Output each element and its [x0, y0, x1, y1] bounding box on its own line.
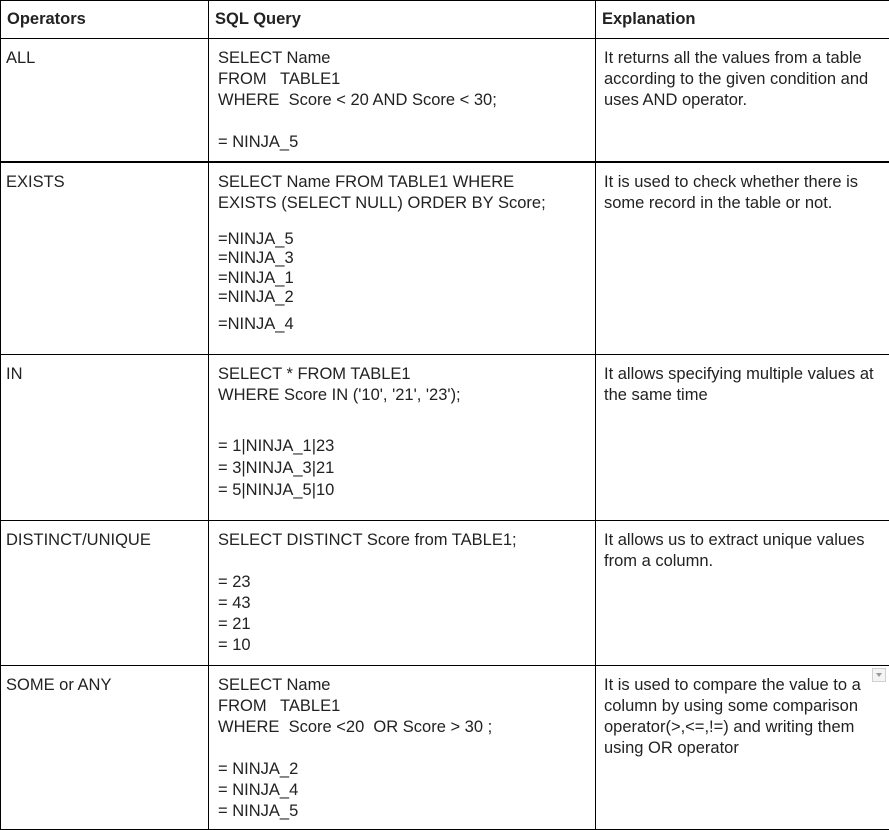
- table-row: [1, 521, 889, 666]
- query-line: FROM TABLE1: [218, 696, 589, 717]
- header-row: [1, 1, 889, 39]
- result-line: =NINJA_4: [218, 315, 589, 335]
- operator-cell: [1, 355, 209, 521]
- explanation-cell: [596, 39, 889, 162]
- operator-cell: [1, 666, 209, 830]
- query-cell: [209, 162, 596, 355]
- explanation-text: It is used to check whether there is some record in the table or not.: [604, 172, 883, 214]
- result-line: =NINJA_2: [218, 288, 589, 308]
- operator-name: EXISTS: [6, 173, 65, 191]
- header-operators: Operators: [1, 1, 209, 39]
- operator-name: ALL: [6, 49, 35, 67]
- query-cell: [209, 521, 596, 666]
- operator-cell: [1, 39, 209, 162]
- table-row: [1, 355, 889, 521]
- query-line: SELECT Name: [218, 48, 589, 69]
- operator-cell: [1, 162, 209, 355]
- header-sql-query: SQL Query: [209, 1, 596, 39]
- explanation-text: It is used to compare the value to a column by using some comparison operator(>,<=,!=) and writing them using OR operator: [604, 675, 883, 759]
- explanation-cell: [596, 162, 889, 355]
- operator-name: SOME or ANY: [6, 676, 111, 694]
- query-line: SELECT Name FROM TABLE1 WHERE: [218, 172, 589, 193]
- query-line: WHERE Score IN ('10', '21', '23');: [218, 385, 589, 406]
- query-line: SELECT DISTINCT Score from TABLE1;: [218, 530, 589, 551]
- result-line: = NINJA_4: [218, 780, 589, 801]
- explanation-text: It allows specifying multiple values at the same time: [604, 364, 883, 406]
- query-line: FROM TABLE1: [218, 69, 589, 90]
- result-line: =NINJA_3: [218, 249, 589, 269]
- result-line: = NINJA_5: [218, 801, 589, 822]
- dropdown-arrow-icon[interactable]: [872, 668, 886, 682]
- result-line: = 10: [218, 635, 589, 656]
- table-row: [1, 39, 889, 162]
- header-explanation: Explanation: [596, 1, 889, 39]
- explanation-text: It allows us to extract unique values from a column.: [604, 530, 883, 572]
- query-line: EXISTS (SELECT NULL) ORDER BY Score;: [218, 193, 589, 214]
- result-line: = NINJA_5: [218, 132, 589, 153]
- explanation-cell: [596, 521, 889, 666]
- table-row: [1, 666, 889, 830]
- query-line: WHERE Score < 20 AND Score < 30;: [218, 90, 589, 111]
- explanation-cell: [596, 355, 889, 521]
- operator-name: DISTINCT/UNIQUE: [6, 531, 151, 549]
- operator-name: IN: [6, 365, 23, 383]
- result-line: =NINJA_5: [218, 230, 589, 250]
- table-row: [1, 162, 889, 355]
- result-line: = 23: [218, 572, 589, 593]
- query-cell: [209, 39, 596, 162]
- result-line: = 3|NINJA_3|21: [218, 457, 589, 479]
- result-line: = 5|NINJA_5|10: [218, 479, 589, 501]
- result-line: = 43: [218, 593, 589, 614]
- result-line: = NINJA_2: [218, 759, 589, 780]
- result-line: =NINJA_1: [218, 269, 589, 289]
- query-line: SELECT * FROM TABLE1: [218, 364, 589, 385]
- result-line: = 1|NINJA_1|23: [218, 435, 589, 457]
- explanation-cell: [596, 666, 889, 830]
- query-line: WHERE Score <20 OR Score > 30 ;: [218, 717, 589, 738]
- operator-cell: [1, 521, 209, 666]
- explanation-text: It returns all the values from a table according to the given condition and uses AND operator.: [604, 48, 883, 111]
- query-cell: [209, 355, 596, 521]
- result-line: = 21: [218, 614, 589, 635]
- query-cell: [209, 666, 596, 830]
- query-line: SELECT Name: [218, 675, 589, 696]
